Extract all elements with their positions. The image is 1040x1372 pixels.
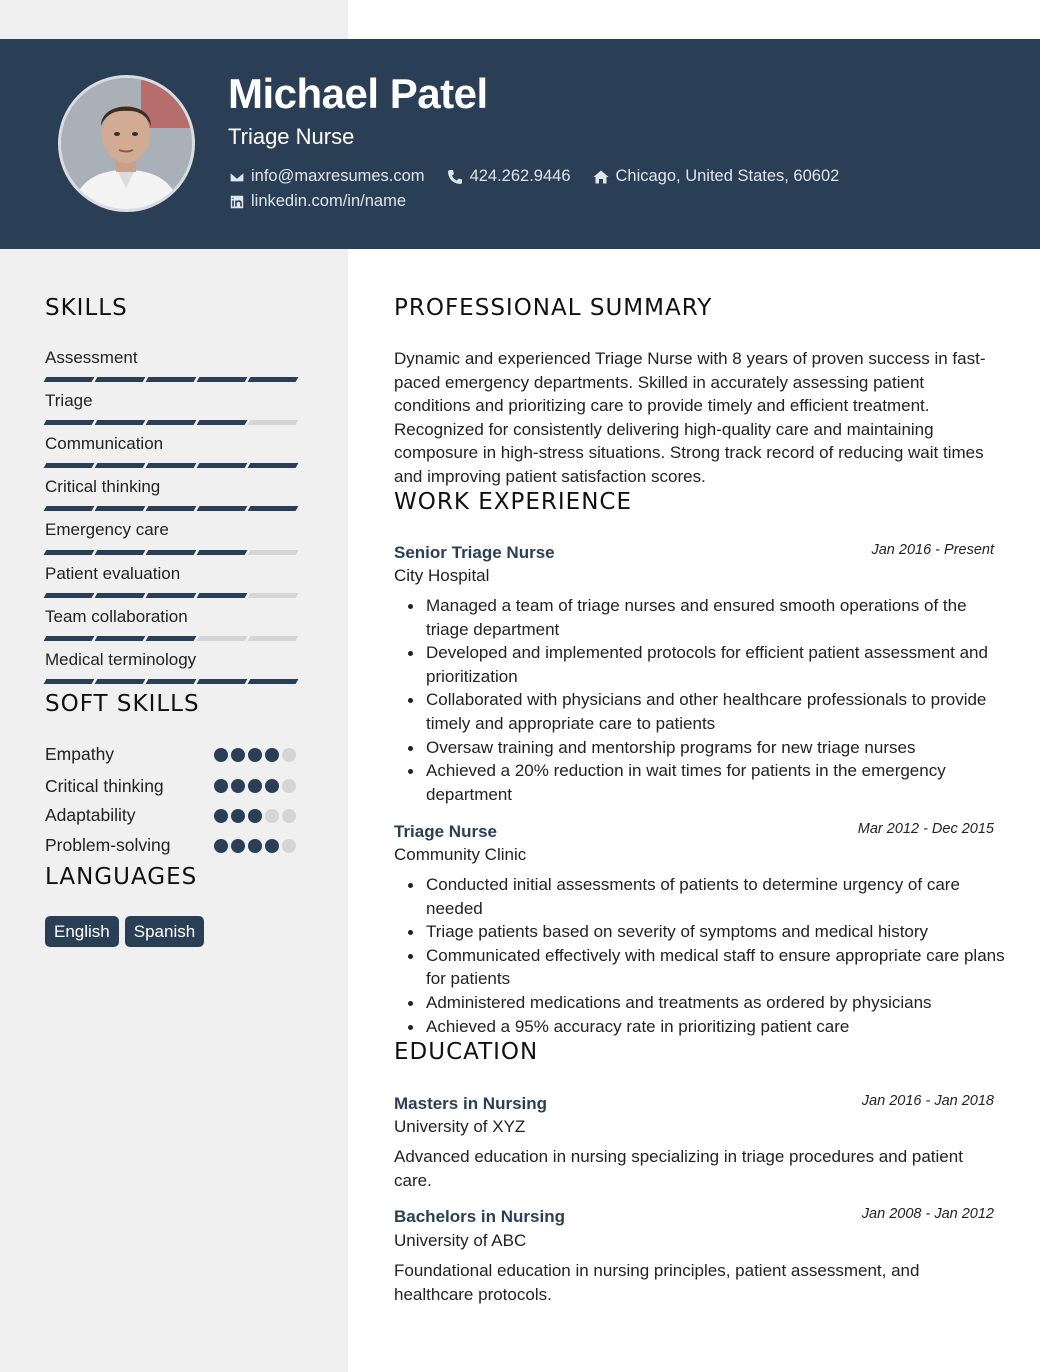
skill-segment-empty (197, 636, 248, 641)
skill-segment-empty (248, 593, 299, 598)
skill-dot-filled (265, 748, 279, 762)
list-item: Conducted initial assessments of patients to determine urgency of care needed (426, 873, 1006, 920)
skill-bar (45, 636, 300, 641)
soft-skill-label: Problem-solving (45, 835, 171, 855)
skill-dot-empty (265, 809, 279, 823)
job-role: Senior Triage Nurse (394, 543, 555, 562)
skill-dot-empty (282, 809, 296, 823)
soft-skill-label: Critical thinking (45, 776, 164, 796)
linkedin-icon (228, 193, 245, 210)
edu-degree: Bachelors in Nursing (394, 1207, 565, 1226)
location-text: Chicago, United States, 60602 (615, 167, 840, 185)
skill-dot-filled (248, 779, 262, 793)
skill-segment-filled (146, 463, 197, 468)
skill-dot-filled (231, 809, 245, 823)
skill-segment-filled (95, 506, 146, 511)
contact-row-primary (228, 167, 861, 186)
skill-dot-filled (248, 809, 262, 823)
candidate-title: Triage Nurse (228, 124, 355, 149)
skill-dot-filled (231, 839, 245, 853)
job-bullets (426, 594, 1006, 806)
edu-school: University of XYZ (394, 1117, 526, 1136)
soft-skill-label: Adaptability (45, 805, 136, 825)
list-item: Achieved a 95% accuracy rate in prioritizing patient care (426, 1015, 1006, 1039)
skill-segment-filled (197, 593, 248, 598)
skill-segment-filled (146, 636, 197, 641)
skill-segment-filled (248, 679, 299, 684)
soft-skill-dots (214, 809, 299, 823)
contact-linkedin[interactable] (228, 192, 406, 211)
skill-segment-filled (146, 550, 197, 555)
list-item: Developed and implemented protocols for efficient patient assessment and prioritization (426, 641, 1006, 688)
edu-dates: Jan 2016 - Jan 2018 (861, 1093, 994, 1109)
list-item: Oversaw training and mentorship programs for new triage nurses (426, 736, 1006, 760)
skill-segment-filled (197, 420, 248, 425)
language-badge: Spanish (125, 916, 204, 947)
skill-label: Team collaboration (45, 607, 188, 626)
skill-dot-empty (282, 839, 296, 853)
skill-segment-filled (146, 506, 197, 511)
skill-dot-filled (231, 779, 245, 793)
candidate-name: Michael Patel (228, 70, 488, 117)
list-item: Triage patients based on severity of symptoms and medical history (426, 920, 1006, 944)
skill-segment-filled (95, 593, 146, 598)
skill-dot-filled (248, 748, 262, 762)
soft-skills-heading: SOFT SKILLS (45, 691, 200, 717)
skill-segment-filled (95, 636, 146, 641)
skill-segment-filled (248, 377, 299, 382)
skill-bar (45, 550, 300, 555)
skill-label: Triage (45, 391, 93, 410)
job-dates: Mar 2012 - Dec 2015 (857, 821, 994, 837)
skill-segment-empty (248, 550, 299, 555)
skill-dot-empty (282, 779, 296, 793)
envelope-icon (228, 168, 245, 185)
email-text: info@maxresumes.com (251, 167, 425, 185)
edu-description: Foundational education in nursing principles, patient assessment, and healthcare protocols. (394, 1261, 920, 1304)
skill-segment-filled (197, 679, 248, 684)
phone-text: 424.262.9446 (469, 167, 571, 185)
list-item: Achieved a 20% reduction in wait times for patients in the emergency department (426, 759, 1006, 806)
edu-description: Advanced education in nursing specializing in triage procedures and patient care. (394, 1147, 963, 1190)
skill-segment-filled (44, 593, 95, 598)
skill-bar (45, 506, 300, 511)
skill-bar (45, 463, 300, 468)
skill-segment-empty (248, 420, 299, 425)
skill-bar (45, 679, 300, 684)
skill-segment-filled (146, 420, 197, 425)
skill-label: Medical terminology (45, 650, 197, 669)
contact-location (593, 167, 840, 186)
skill-dot-filled (214, 809, 228, 823)
linkedin-text: linkedin.com/in/name (251, 192, 406, 210)
soft-skill-label: Empathy (45, 744, 115, 764)
job-org: Community Clinic (394, 845, 527, 864)
skill-segment-filled (95, 463, 146, 468)
skill-dot-filled (265, 839, 279, 853)
language-badges (45, 916, 210, 947)
skill-bar (45, 377, 300, 382)
skill-dot-filled (248, 839, 262, 853)
skill-segment-filled (197, 550, 248, 555)
skill-label: Communication (45, 434, 164, 453)
skill-segment-filled (44, 506, 95, 511)
experience-heading: WORK EXPERIENCE (394, 489, 633, 515)
skill-segment-filled (44, 463, 95, 468)
contact-phone[interactable] (447, 167, 571, 186)
skill-segment-filled (95, 550, 146, 555)
languages-heading: LANGUAGES (45, 864, 198, 890)
soft-skill-dots (214, 748, 299, 762)
language-badge: English (45, 916, 119, 947)
skills-heading: SKILLS (45, 295, 128, 321)
soft-skill-dots (214, 779, 299, 793)
skill-label: Assessment (45, 348, 138, 367)
summary-text: Dynamic and experienced Triage Nurse with 8 years of proven success in fast-paced emergency departments. Skilled in accurately assessing patient conditions and prioritizing care to provide timely and efficient treatment. Recognized for consistently delivering high-quality care and maintaining composure in high-stress situations. Strong track record of reducing wait times and improving patient satisfaction scores. (394, 349, 986, 486)
skill-segment-filled (44, 679, 95, 684)
skill-dot-filled (214, 748, 228, 762)
skill-label: Patient evaluation (45, 564, 181, 583)
skill-dot-filled (265, 779, 279, 793)
skill-segment-filled (197, 377, 248, 382)
edu-dates: Jan 2008 - Jan 2012 (861, 1206, 994, 1222)
list-item: Administered medications and treatments as ordered by physicians (426, 991, 1006, 1015)
skill-segment-filled (44, 550, 95, 555)
skill-segment-filled (248, 463, 299, 468)
skill-segment-filled (95, 420, 146, 425)
skill-segment-filled (44, 420, 95, 425)
job-dates: Jan 2016 - Present (871, 542, 994, 558)
skill-segment-filled (146, 593, 197, 598)
list-item: Collaborated with physicians and other healthcare professionals to provide timely and appropriate care to patients (426, 688, 1006, 735)
education-heading: EDUCATION (394, 1039, 539, 1065)
job-org: City Hospital (394, 566, 490, 585)
skill-dot-filled (214, 779, 228, 793)
edu-school: University of ABC (394, 1231, 527, 1250)
soft-skill-dots (214, 839, 299, 853)
skill-segment-filled (95, 679, 146, 684)
skill-segment-filled (248, 506, 299, 511)
skill-label: Emergency care (45, 520, 169, 539)
skill-bar (45, 420, 300, 425)
profile-photo (58, 75, 195, 212)
skill-segment-filled (44, 377, 95, 382)
skill-dot-filled (231, 748, 245, 762)
job-role: Triage Nurse (394, 822, 497, 841)
list-item: Managed a team of triage nurses and ensured smooth operations of the triage department (426, 594, 1006, 641)
home-icon (593, 168, 610, 185)
skill-segment-filled (95, 377, 146, 382)
skill-segment-filled (197, 463, 248, 468)
skill-label: Critical thinking (45, 477, 161, 496)
contact-row-secondary (228, 192, 428, 211)
contact-email[interactable] (228, 167, 425, 186)
skill-bar (45, 593, 300, 598)
skill-dot-filled (214, 839, 228, 853)
skill-segment-filled (197, 506, 248, 511)
skill-segment-filled (44, 636, 95, 641)
job-bullets (426, 873, 1006, 1038)
summary-heading: PROFESSIONAL SUMMARY (394, 295, 713, 321)
edu-degree: Masters in Nursing (394, 1094, 548, 1113)
list-item: Communicated effectively with medical staff to ensure appropriate care plans for patients (426, 944, 1006, 991)
phone-icon (447, 168, 464, 185)
skill-segment-filled (146, 679, 197, 684)
skill-dot-empty (282, 748, 296, 762)
skill-segment-empty (248, 636, 299, 641)
skill-segment-filled (146, 377, 197, 382)
